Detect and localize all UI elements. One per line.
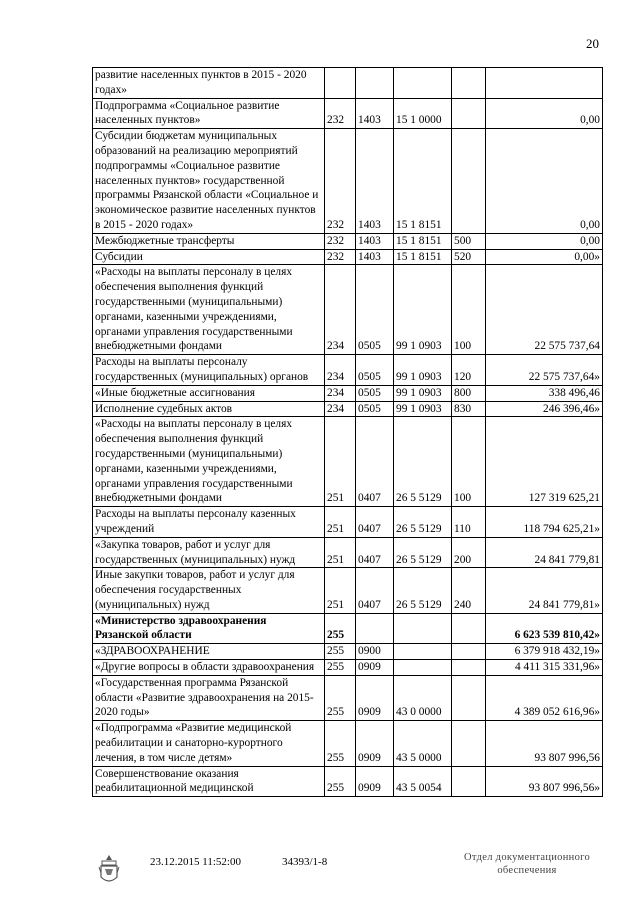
row-sum: 0,00: [486, 129, 603, 234]
row-type: [452, 721, 486, 766]
table-row: [93, 249, 603, 265]
row-article: 43 5 0054: [394, 766, 452, 797]
budget-table: [92, 67, 603, 797]
table-row: [93, 129, 603, 234]
row-article: 99 1 0903: [394, 401, 452, 417]
row-name: Исполнение судебных актов: [93, 401, 325, 417]
row-section: [356, 68, 394, 99]
row-article: 15 1 8151: [394, 129, 452, 234]
table-row: [93, 68, 603, 99]
row-name: «Иные бюджетные ассигнования: [93, 385, 325, 401]
footer-doc-number: 34393/1-8: [282, 856, 328, 868]
row-dept: 255: [325, 721, 356, 766]
row-article: 99 1 0903: [394, 265, 452, 355]
row-sum: 22 575 737,64»: [486, 355, 603, 386]
row-type: [452, 644, 486, 660]
row-type: [452, 68, 486, 99]
row-type: 500: [452, 233, 486, 249]
row-name: «Подпрограмма «Развитие медицинской реабилитации и санаторно-курортного лечения, в том числе детям»: [93, 721, 325, 766]
table-row: [93, 644, 603, 660]
row-name: Субсидии: [93, 249, 325, 265]
row-sum: 4 411 315 331,96»: [486, 660, 603, 676]
row-dept: 232: [325, 98, 356, 129]
table-row: [93, 233, 603, 249]
row-name: Совершенствование оказания реабилитационной медицинской: [93, 766, 325, 797]
row-article: 43 0 0000: [394, 675, 452, 720]
table-row: [93, 401, 603, 417]
row-section: 0407: [356, 537, 394, 568]
row-sum: 0,00: [486, 233, 603, 249]
table-row: [93, 660, 603, 676]
table-row: [93, 385, 603, 401]
row-section: 0407: [356, 507, 394, 538]
row-name: «Государственная программа Рязанской области «Развитие здравоохранения на 2015-2020 годы»: [93, 675, 325, 720]
row-name: «Закупка товаров, работ и услуг для государственных (муниципальных) нужд: [93, 537, 325, 568]
footer-date: 23.12.2015 11:52:00: [150, 856, 241, 868]
row-article: [394, 613, 452, 644]
row-article: 99 1 0903: [394, 385, 452, 401]
row-section: 0900: [356, 644, 394, 660]
row-sum: 22 575 737,64: [486, 265, 603, 355]
row-type: 830: [452, 401, 486, 417]
table-row: [93, 355, 603, 386]
row-sum: 246 396,46»: [486, 401, 603, 417]
row-section: 0909: [356, 660, 394, 676]
row-article: 15 1 8151: [394, 233, 452, 249]
row-article: 15 1 8151: [394, 249, 452, 265]
row-dept: 251: [325, 537, 356, 568]
row-sum: 338 496,46: [486, 385, 603, 401]
row-article: 26 5 5129: [394, 537, 452, 568]
row-sum: 0,00»: [486, 249, 603, 265]
row-dept: 234: [325, 385, 356, 401]
row-type: [452, 675, 486, 720]
row-dept: 255: [325, 660, 356, 676]
row-dept: 234: [325, 401, 356, 417]
page-number: 20: [586, 36, 599, 51]
row-type: 100: [452, 265, 486, 355]
row-dept: 251: [325, 568, 356, 613]
row-type: 520: [452, 249, 486, 265]
row-dept: [325, 68, 356, 99]
row-sum: 0,00: [486, 98, 603, 129]
table-row: [93, 766, 603, 797]
row-dept: 255: [325, 766, 356, 797]
row-sum: 93 807 996,56: [486, 721, 603, 766]
row-section: 0505: [356, 385, 394, 401]
row-section: 1403: [356, 233, 394, 249]
row-dept: 232: [325, 233, 356, 249]
row-type: 120: [452, 355, 486, 386]
row-dept: 232: [325, 249, 356, 265]
row-section: 0505: [356, 265, 394, 355]
row-section: 0909: [356, 766, 394, 797]
row-dept: 255: [325, 613, 356, 644]
row-type: 110: [452, 507, 486, 538]
row-section: 1403: [356, 98, 394, 129]
row-sum: 6 623 539 810,42»: [486, 613, 603, 644]
row-sum: 4 389 052 616,96»: [486, 675, 603, 720]
row-type: [452, 98, 486, 129]
row-section: 1403: [356, 129, 394, 234]
row-name: «Расходы на выплаты персоналу в целях обеспечения выполнения функций государственными (муниципальными) органами, казенными учреждениями, органами управления государственными внебюджетными фондами: [93, 417, 325, 507]
row-type: [452, 660, 486, 676]
row-type: 100: [452, 417, 486, 507]
row-article: [394, 68, 452, 99]
row-section: 0505: [356, 355, 394, 386]
row-dept: 255: [325, 644, 356, 660]
row-name: Подпрограмма «Социальное развитие населенных пунктов»: [93, 98, 325, 129]
row-sum: 24 841 779,81: [486, 537, 603, 568]
coat-of-arms-icon: [96, 853, 122, 887]
row-name: развитие населенных пунктов в 2015 - 2020 годах»: [93, 68, 325, 99]
row-name: «Другие вопросы в области здравоохранения: [93, 660, 325, 676]
row-sum: [486, 68, 603, 99]
row-section: [356, 613, 394, 644]
table-row: [93, 568, 603, 613]
row-name: Иные закупки товаров, работ и услуг для обеспечения государственных (муниципальных) нужд: [93, 568, 325, 613]
row-dept: 232: [325, 129, 356, 234]
department-stamp: Отдел документационного обеспечения: [463, 852, 591, 876]
row-type: 240: [452, 568, 486, 613]
row-sum: 24 841 779,81»: [486, 568, 603, 613]
row-type: [452, 613, 486, 644]
row-sum: 118 794 625,21»: [486, 507, 603, 538]
table-row: [93, 417, 603, 507]
row-type: 800: [452, 385, 486, 401]
budget-table-body: [93, 68, 603, 797]
row-type: 200: [452, 537, 486, 568]
row-name: «Расходы на выплаты персоналу в целях обеспечения выполнения функций государственными (муниципальными) органами, казенными учреждениями, органами управления государственными внебюджетными фондами: [93, 265, 325, 355]
row-dept: 251: [325, 417, 356, 507]
table-row: [93, 537, 603, 568]
row-article: 99 1 0903: [394, 355, 452, 386]
row-article: [394, 644, 452, 660]
table-row: [93, 98, 603, 129]
row-name: Межбюджетные трансферты: [93, 233, 325, 249]
row-section: 0505: [356, 401, 394, 417]
table-row: [93, 721, 603, 766]
row-section: 0909: [356, 721, 394, 766]
row-type: [452, 129, 486, 234]
row-section: 0407: [356, 568, 394, 613]
table-row: [93, 507, 603, 538]
row-sum: 6 379 918 432,19»: [486, 644, 603, 660]
row-dept: 234: [325, 355, 356, 386]
row-article: 26 5 5129: [394, 507, 452, 538]
row-article: [394, 660, 452, 676]
table-row: [93, 265, 603, 355]
row-name: Расходы на выплаты персоналу государственных (муниципальных) органов: [93, 355, 325, 386]
row-dept: 255: [325, 675, 356, 720]
row-article: 15 1 0000: [394, 98, 452, 129]
row-dept: 251: [325, 507, 356, 538]
row-type: [452, 766, 486, 797]
row-name: Расходы на выплаты персоналу казенных учреждений: [93, 507, 325, 538]
row-sum: 127 319 625,21: [486, 417, 603, 507]
row-section: 1403: [356, 249, 394, 265]
row-article: 43 5 0000: [394, 721, 452, 766]
row-article: 26 5 5129: [394, 568, 452, 613]
row-name: Субсидии бюджетам муниципальных образований на реализацию мероприятий подпрограммы «Социальное развитие населенных пунктов» государственной программы Рязанской области «Социальное и экономическое развитие населенных пунктов в 2015 - 2020 годах»: [93, 129, 325, 234]
row-name: «ЗДРАВООХРАНЕНИЕ: [93, 644, 325, 660]
table-row: [93, 613, 603, 644]
row-section: 0407: [356, 417, 394, 507]
row-dept: 234: [325, 265, 356, 355]
row-sum: 93 807 996,56»: [486, 766, 603, 797]
row-article: 26 5 5129: [394, 417, 452, 507]
row-section: 0909: [356, 675, 394, 720]
table-row: [93, 675, 603, 720]
row-name: «Министерство здравоохранения Рязанской области: [93, 613, 325, 644]
